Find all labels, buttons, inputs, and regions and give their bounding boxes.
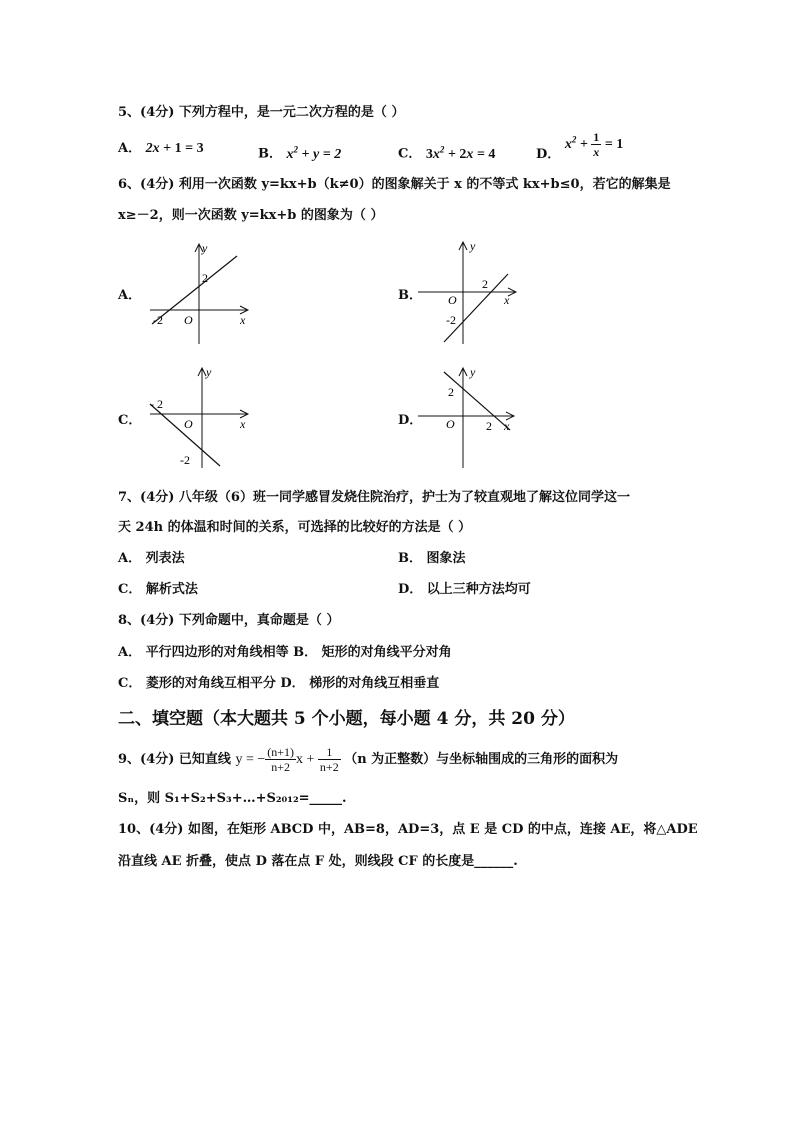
svg-text:- 2: - 2 <box>150 397 163 411</box>
q6-option-a-letter: A． <box>118 288 142 303</box>
svg-text:-2: -2 <box>153 313 163 327</box>
svg-text:x: x <box>504 293 510 307</box>
q9-line2: Sₙ，则 S₁+S₂+S₃+…+S₂₀₁₂=_____. <box>118 791 347 806</box>
q6-graph-c <box>140 364 255 472</box>
q5-option-d-letter: D． <box>536 146 561 162</box>
q9-frac2-num: 1 <box>318 745 341 760</box>
q9-prefix: 9、(4分) 已知直线 <box>118 752 231 767</box>
q9-line1 <box>118 744 618 776</box>
q7-option-c: C． 解析式法 <box>118 582 198 597</box>
svg-text:-2: -2 <box>180 453 190 467</box>
q7-option-d: D． 以上三种方法均可 <box>398 582 531 597</box>
svg-text:O: O <box>446 417 455 431</box>
q9-frac1-num: (n+1) <box>267 745 295 760</box>
svg-text:O: O <box>448 293 457 307</box>
q5-option-a-letter: A． <box>118 141 142 156</box>
q6-graph-b <box>418 238 533 348</box>
q6-option-d-letter: D． <box>398 413 423 428</box>
q9-frac2-den: n+2 <box>319 760 339 775</box>
q7-option-b: B． 图象法 <box>398 551 466 566</box>
svg-text:-2: -2 <box>446 313 456 327</box>
q9-suffix: （n 为正整数）与坐标轴围成的三角形的面积为 <box>344 752 619 767</box>
section-2-title: 二、填空题（本大题共 5 个小题，每小题 4 分，共 20 分） <box>118 709 575 729</box>
q5-option-c-letter: C． <box>398 146 422 162</box>
q5-option-c <box>398 140 495 164</box>
q6-graph-a <box>140 238 255 348</box>
q8-options-ab: A． 平行四边形的对角线相等 B． 矩形的对角线平分对角 <box>118 645 452 660</box>
q5-option-d <box>536 130 624 162</box>
svg-text:2: 2 <box>202 271 208 285</box>
svg-text:x: x <box>504 419 510 433</box>
q7-line2: 天 24h 的体温和时间的关系，可选择的比较好的方法是（ ） <box>118 520 472 535</box>
svg-text:y: y <box>470 239 476 253</box>
svg-text:2: 2 <box>486 419 492 433</box>
q10-line1: 10、(4分) 如图，在矩形 ABCD 中，AB=8，AD=3，点 E 是 CD 的中点，连接 AE，将△ADE <box>118 822 698 837</box>
svg-text:O: O <box>184 313 193 327</box>
q5-option-b <box>258 140 341 164</box>
svg-text:y: y <box>202 241 208 255</box>
q5-option-d-expr: $x^2$ + $\frac{1}{x}$ = 1 <box>564 130 624 159</box>
q8-stem: 8、(4分) 下列命题中，真命题是（ ） <box>118 613 340 628</box>
q6-line2: x≥－2，则一次函数 y=kx+b 的图象为（ ） <box>118 208 384 223</box>
svg-text:x: x <box>240 313 246 327</box>
q7-option-a: A． 列表法 <box>118 551 185 566</box>
q5-stem: 5、(4分) 下列方程中，是一元二次方程的是（ ） <box>118 105 405 120</box>
q5-option-c-expr: $3x^2 + 2x = 4$ <box>425 144 496 162</box>
q9-equation: y = − $\frac{(n+1)}{n+2}$ x + $\frac{1}{n+2}$ <box>235 745 339 775</box>
svg-text:O: O <box>184 417 193 431</box>
svg-text:x: x <box>240 417 246 431</box>
q5-option-b-letter: B． <box>258 146 282 162</box>
q5-option-a <box>118 140 204 158</box>
q5-option-b-expr: $x^2 + y = 2$ <box>286 144 342 162</box>
q8-options-cd: C． 菱形的对角线互相平分 D． 梯形的对角线互相垂直 <box>118 676 440 691</box>
q6-option-b-letter: B． <box>398 288 422 303</box>
q6-graph-d <box>418 364 533 472</box>
svg-text:y: y <box>470 365 476 379</box>
q7-line1: 7、(4分) 八年级（6）班一同学感冒发烧住院治疗，护士为了较直观地了解这位同学这一 <box>118 490 630 505</box>
q6-option-c-letter: C． <box>118 413 142 428</box>
q5-option-a-expr: 2x + 1 = 3 <box>145 141 204 156</box>
q6-line1: 6、(4分) 利用一次函数 y=kx+b（k≠0）的图象解关于 x 的不等式 kx+b≤0，若它的解集是 <box>118 177 671 192</box>
q9-frac1-den: n+2 <box>271 760 291 775</box>
svg-text:2: 2 <box>448 385 454 399</box>
svg-text:2: 2 <box>482 277 488 291</box>
q10-line2: 沿直线 AE 折叠，使点 D 落在点 F 处，则线段 CF 的长度是______. <box>118 854 518 869</box>
svg-text:y: y <box>206 365 212 379</box>
